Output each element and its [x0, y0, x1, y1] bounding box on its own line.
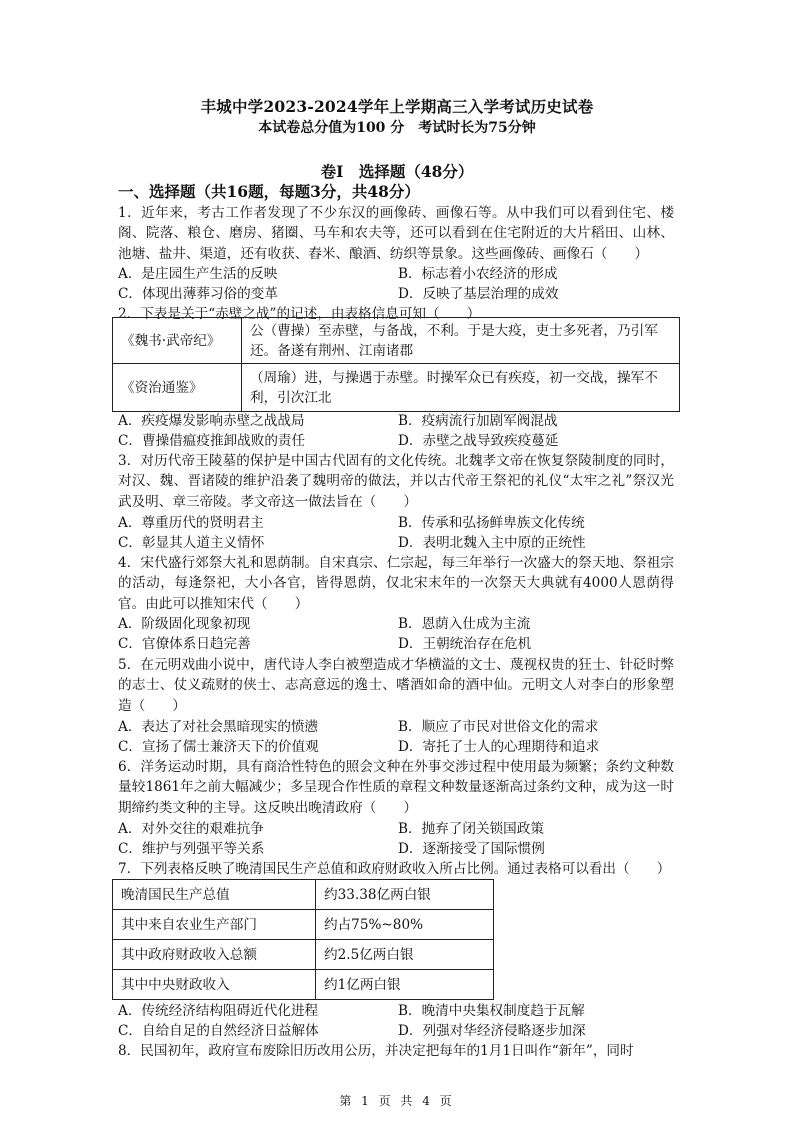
q1-option-c: C．体现出薄葬习俗的变革 [118, 286, 278, 302]
q2-table [112, 317, 680, 412]
exam-title: 丰城中学2023-2024学年上学期高三入学考试历史试卷 [200, 97, 594, 116]
table-row [113, 940, 494, 970]
q3-option-c: C．彰显其人道主义情怀 [118, 535, 265, 551]
q5-option-b: B．顺应了市民对世俗文化的需求 [398, 719, 599, 735]
question-2-stem: 2．下表是关于“赤壁之战”的记述，由表格信息可知（ ） [118, 306, 481, 322]
q2-option-d: D．赤壁之战导致疾疫蔓延 [398, 433, 559, 449]
q7-option-c: C．自给自足的自然经济日益解体 [118, 1023, 319, 1039]
table-cell-value: 约2.5亿两白银 [316, 940, 494, 970]
q3-option-b: B．传承和弘扬鲜卑族文化传统 [398, 515, 585, 531]
page-footer: 第 1 页 共 4 页 [339, 1094, 455, 1108]
table-cell-text: 公（曹操）至赤壁，与备战，不利。于是大疫，吏士多死者，乃引军还。备遂有荆州、江南诸郡 [242, 318, 680, 364]
question-7-stem: 7．下列表格反映了晚清国民生产总值和政府财政收入所占比例。通过表格可以看出（ ） [118, 861, 671, 877]
question-8-stem: 8．民国初年，政府宣布废除旧历改用公历，并决定把每年的1月1日叫作“新年”，同时 [118, 1043, 634, 1059]
q2-option-a: A．疾疫爆发影响赤壁之战战局 [118, 413, 305, 429]
question-1-stem: 1．近年来，考古工作者发现了不少东汉的画像砖、画像石等。从中我们可以看到住宅、楼阁、院落、粮仓、磨房、猪圈、马车和农夫等，还可以看到在住宅附近的大片稻田、山林、池塘、盐井、渠道，还有收获、舂米、酿酒、纺织等景象。这些画像砖、画像石（ ） [118, 205, 674, 262]
table-cell-value: 约占75%~80% [316, 910, 494, 940]
q1-option-a: A．是庄园生产生活的反映 [118, 266, 278, 282]
table-cell-value: 约1亿两白银 [316, 970, 494, 1000]
q2-option-b: B．疫病流行加剧军阀混战 [398, 413, 558, 429]
table-cell-source: 《魏书·武帝纪》 [113, 318, 242, 364]
q6-option-b: B．抛弃了闭关锁国政策 [398, 821, 544, 837]
table-cell-item: 其中中央财政收入 [113, 970, 316, 1000]
table-cell-text: （周瑜）进，与操遇于赤壁。时操军众已有疾疫，初一交战，操军不利，引次江北 [242, 364, 680, 412]
q5-option-c: C．宣扬了儒士兼济天下的价值观 [118, 739, 319, 755]
table-row [113, 970, 494, 1000]
question-3-stem: 3．对历代帝王陵墓的保护是中国古代固有的文化传统。北魏孝文帝在恢复祭陵制度的同时，对汉、魏、晋诸陵的维护沿袭了魏明帝的做法，并以古代帝王祭祀的礼仪“太牢之礼”祭汉光武及明、章三帝陵。孝文帝这一做法旨在（ ） [118, 453, 674, 510]
section-title: 卷Ⅰ 选择题（48分） [320, 162, 474, 181]
table-cell-item: 其中来自农业生产部门 [113, 910, 316, 940]
q6-option-a: A．对外交往的艰难抗争 [118, 821, 264, 837]
part-title: 一、选择题（共16题，每题3分，共48分） [118, 182, 420, 201]
question-5-stem: 5．在元明戏曲小说中，唐代诗人李白被塑造成才华横溢的文士、蔑视权贵的狂士、针砭时弊的志士、仗义疏财的侠士、志高意远的逸士、嗜酒如命的酒中仙。元明文人对李白的形象塑造（ ） [118, 657, 674, 714]
q5-option-a: A．表达了对社会黑暗现实的愤懑 [118, 719, 319, 735]
q2-option-c: C．曹操借瘟疫推卸战败的责任 [118, 433, 306, 449]
q7-table [112, 879, 494, 1000]
q4-option-a: A．阶级固化现象初现 [118, 616, 251, 632]
table-cell-value: 约33.38亿两白银 [316, 880, 494, 910]
table-row [113, 364, 680, 412]
q6-option-d: D．逐渐接受了国际惯例 [398, 841, 545, 857]
exam-subtitle: 本试卷总分值为100 分 考试时长为75分钟 [258, 120, 536, 136]
table-cell-item: 晚清国民生产总值 [113, 880, 316, 910]
q5-option-d: D．寄托了士人的心理期待和追求 [398, 739, 600, 755]
table-row [113, 318, 680, 364]
table-cell-item: 其中政府财政收入总额 [113, 940, 316, 970]
q7-option-d: D．列强对华经济侵略逐步加深 [398, 1023, 586, 1039]
q4-option-b: B．恩荫入仕成为主流 [398, 616, 531, 632]
q1-option-d: D．反映了基层治理的成效 [398, 286, 559, 302]
q3-option-a: A．尊重历代的贤明君主 [118, 515, 264, 531]
table-row [113, 880, 494, 910]
q1-option-b: B．标志着小农经济的形成 [398, 266, 558, 282]
question-4-stem: 4．宋代盛行郊祭大礼和恩荫制。自宋真宗、仁宗起，每三年举行一次盛大的祭天地、祭祖宗的活动，每逢祭祀，大小各官，皆得恩荫，仅北宋末年的一次祭天大典就有4000人恩荫得官。由此可以推知宋代（ ） [118, 555, 674, 612]
table-cell-source: 《资治通鉴》 [113, 364, 242, 412]
q4-option-c: C．官僚体系日趋完善 [118, 636, 251, 652]
q6-option-c: C．维护与列强平等关系 [118, 841, 265, 857]
question-6-stem: 6．洋务运动时期，具有商洽性特色的照会文种在外事交涉过程中使用最为频繁；条约文种数量较1861年之前大幅减少；多呈现合作性质的章程文种数量逐渐高过条约文种，成为这一时期缔约类文种的主导。这反映出晚清政府（ ） [118, 759, 674, 816]
q7-option-b: B．晚清中央集权制度趋于瓦解 [398, 1003, 585, 1019]
q4-option-d: D．王朝统治存在危机 [398, 636, 532, 652]
table-row [113, 910, 494, 940]
q7-option-a: A．传统经济结构阻碍近代化进程 [118, 1003, 319, 1019]
q3-option-d: D．表明北魏入主中原的正统性 [398, 535, 586, 551]
